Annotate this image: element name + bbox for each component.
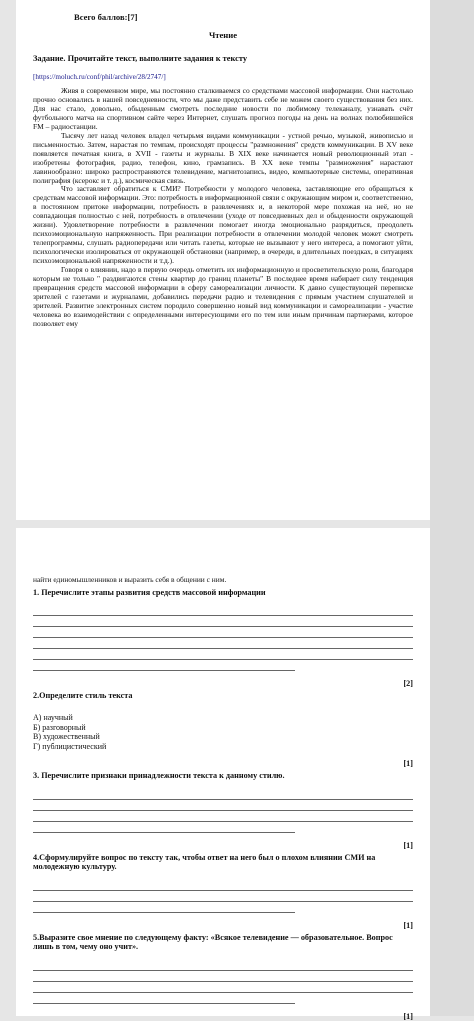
answer-lines-3[interactable] bbox=[33, 789, 413, 833]
question-4: 4.Сформулируйте вопрос по тексту так, чтобы ответ на него был о плохом влиянии СМИ на молодежную культуру. bbox=[33, 852, 376, 872]
answer-lines-4[interactable] bbox=[33, 880, 413, 913]
mark-2: [1] bbox=[403, 759, 413, 769]
mark-3: [1] bbox=[403, 840, 413, 850]
mark-1: [2] bbox=[403, 679, 413, 689]
mark-5: [1] bbox=[403, 1011, 413, 1021]
question-2: 2.Определите стиль текста bbox=[33, 691, 133, 701]
page-1 bbox=[16, 0, 430, 520]
answer-lines-5[interactable] bbox=[33, 960, 413, 1004]
question-3: 3. Перечислите признаки принадлежности текста к данному стилю. bbox=[33, 771, 285, 781]
options-2 bbox=[33, 713, 413, 751]
page-2 bbox=[16, 528, 430, 1021]
source-link[interactable]: [https://moluch.ru/conf/phil/archive/28/2747/] bbox=[33, 73, 166, 81]
reading-text bbox=[33, 87, 413, 329]
paragraph-4: Говоря о влиянии, надо в первую очередь отметить их информационную и просветительскую роли, благодаря которым не только " раздвигаются стены квартир до границ планеты" В последнее время набирает силу тенденция превращения средств массовой информации в сферу самореализации личности. К давно существующей переписке зрителей с газетами и журналами, добавились передачи радио и телевидения с прямым участием слушателей и зрителей. Развитие электронных систем породило совершенно новый вид коммуникации и самореализации - участие человека во взаимодействии с определенными интересующими его по тем или иным причинам партнерами, которое позволяет ему bbox=[33, 265, 413, 328]
option-c[interactable]: В) художественный bbox=[33, 732, 100, 742]
mark-4: [1] bbox=[403, 920, 413, 930]
total-score: Всего баллов:[7] bbox=[74, 12, 138, 22]
question-1: 1. Перечислите этапы развития средств массовой информации bbox=[33, 587, 266, 597]
paragraph-3: Что заставляет обратиться к СМИ? Потребности у молодого человека, заставляющие его обращаться к средствам массовой информации. Это: потребность в информационной связи с окружающим миром и, соответственно, в постоянном притоке информации, потребность в развлечениях и, в некоторой мере похожая на неё, но не совпадающая полностью с ней, потребность в отвлечении (уходе от повседневных дел и обыденности окружающей жизни). Удовлетворение потребности в развлечении помогает иногда эмоционально разрядиться, преодолеть психоэмоциональную напряженность. При реализации потребности в отвлечении молодой человек может смотреть телепрограммы, слушать радиопередачи или читать газеты, которые не вызывают у него интереса, а помогают уйти, психологически изолироваться от окружающей обстановки (например, в очереди, в длительных поездках, в ситуациях психоэмоциональной напряженности и т.д.). bbox=[33, 184, 413, 266]
question-5: 5.Выразите свое мнение по следующему факту: «Всякое телевидение — образовательное. Вопрос лишь в том, чему оно учит». bbox=[33, 932, 393, 952]
background-shade bbox=[430, 0, 474, 1016]
option-d[interactable]: Г) публицистический bbox=[33, 741, 107, 751]
section-title: Чтение bbox=[208, 30, 238, 40]
text-continuation: найти единомышленников и выразить себя в общении с ним. bbox=[33, 575, 227, 584]
paragraph-1: Живя в современном мире, мы постоянно сталкиваемся со средствами массовой информации. Они настолько прочно основались в нашей повседневности, что мы даже представить себе не можем своего существования без них. Для нас стало, довольно, обыденным смотреть последние новости по любимому телеканалу, узнавать счёт футбольного матча на спортивном сайте через Интернет, слушать прогноз погоды на день на волнах полюбившейся FM – радиостанции. bbox=[33, 86, 413, 131]
task-title: Задание. Прочитайте текст, выполните задания к тексту bbox=[33, 54, 248, 63]
paragraph-2: Тысячу лет назад человек владел четырьмя видами коммуникации - устной речью, музыкой, живописью и письменностью. Затем, нарастая по темпам, происходят процессы "размножения" средств коммуникации. В XV веке появляется печатная книга, в XVII - газеты и журналы. В XIX веке начинается новый революционный этап - изобретены фотография, радио, телефон, кино, грамзапись. В XX веке темпы "размножения" нарастают лавинообразно: широко распространяются телевидение, магнитозапись, видео, компьютерные системы, оперативная полиграфия (ксерокс и т. д.), космическая связь. bbox=[33, 130, 413, 185]
answer-lines-1[interactable] bbox=[33, 605, 413, 671]
option-b[interactable]: Б) разговорный bbox=[33, 722, 86, 732]
option-a[interactable]: А) научный bbox=[33, 712, 73, 722]
